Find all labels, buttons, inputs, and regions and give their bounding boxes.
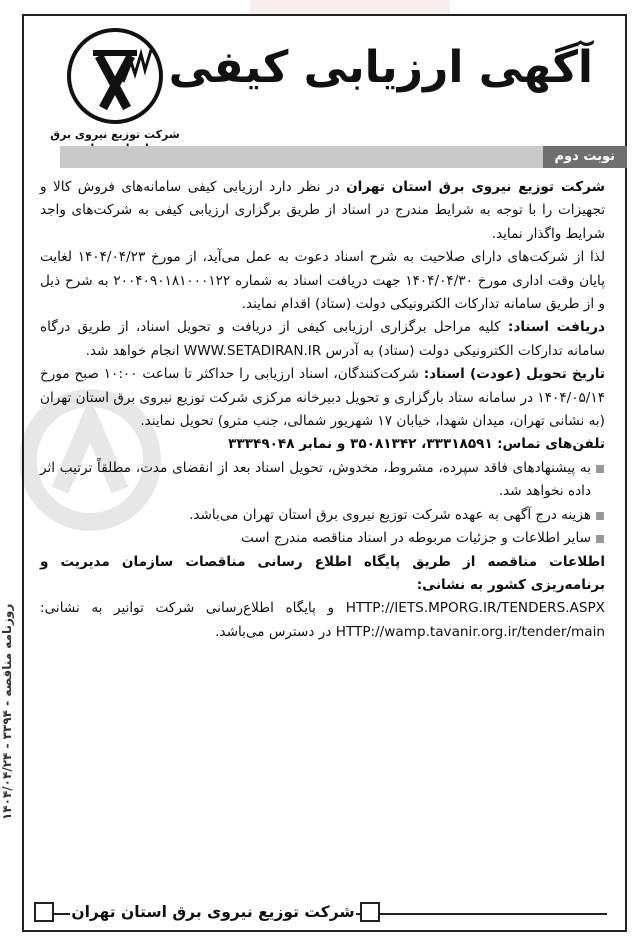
delivery-text: شرکت‌کنندگان، اسناد ارزیابی را حداکثر تا ساعت ۱۰:۰۰ صبح مورخ ۱۴۰۴/۰۵/۱۴ در سامانه ستاد بارگزاری و تحویل دبیرخانه مرکزی شرکت توزیع نیروی برق استان تهران (به نشانی تهران، میدان شهدا، خیابان ۱۷ شهریور شمالی، جنب مترو) تحویل نمایند. [40, 366, 605, 430]
phones-text: ۳۳۳۱۸۵۹۱، ۳۵۰۸۱۳۴۲ و نمابر ۳۳۳۴۹۰۴۸ [228, 436, 493, 453]
setad-url-link[interactable]: WWW.SETADIRAN.IR [183, 342, 322, 359]
bullet-item: سایر اطلاعات و جزئیات مربوطه در اسناد مناقصه مندرج است [40, 527, 605, 550]
info-heading [40, 551, 605, 598]
invitation-paragraph: لذا از شرکت‌های دارای صلاحیت به شرح اسناد دعوت به عمل می‌آید، از مورخ ۱۴۰۴/۰۴/۲۳ لغایت پایان وقت اداری مورخ ۱۴۰۴/۰۴/۳۰ جهت دریافت اسناد به شماره ۲۰۰۴۰۹۰۱۸۱۰۰۰۱۲۲ به شرح ذیل و از طریق سامانه تدارکات الکترونیکی دولت (ستاد) اقدام نمایند. [40, 249, 605, 313]
info-suffix: در دسترس می‌باشد. [215, 623, 332, 640]
info-mid-text: و پایگاه اطلاع‌رسانی شرکت توانیر به نشانی: [40, 600, 335, 617]
phones-label: تلفن‌های تماس: [497, 436, 605, 453]
iets-url-link[interactable]: HTTP://IETS.MPORG.IR/TENDERS.ASPX [345, 600, 605, 617]
footer-company-name: شرکت توزیع نیروی برق استان تهران [70, 899, 356, 925]
round-bar [60, 146, 627, 168]
tavanir-url-link[interactable]: HTTP://wamp.tavanir.org.ir/tender/main [335, 623, 605, 640]
info-heading-text: اطلاعات مناقصه از طریق پایگاه اطلاع رسانی مناقصات سازمان مدیریت و برنامه‌ریزی کشور به نشانی: [40, 553, 605, 593]
newspaper-caption: روزنامه مناقصه - ۳۳۹۴ - ۱۴۰۴/۰۴/۲۴ [0, 603, 14, 820]
delivery-paragraph [40, 363, 605, 433]
company-logo [40, 26, 190, 156]
footer-square-right [360, 902, 380, 922]
documents-paragraph [40, 316, 605, 363]
intro-company-name: شرکت توزیع نیروی برق استان تهران [346, 179, 605, 195]
bullet-item: هزینه درج آگهی به عهده شرکت توزیع نیروی برق استان تهران می‌باشد. [40, 504, 605, 527]
power-tower-icon [65, 26, 165, 126]
documents-suffix: انجام خواهد شد. [85, 342, 180, 359]
info-urls-paragraph [40, 597, 605, 644]
intro-paragraph [40, 176, 605, 246]
documents-label: دریافت اسناد: [507, 319, 605, 336]
delivery-label: تاریخ تحویل (عودت) اسناد: [423, 366, 605, 383]
phones-paragraph [40, 433, 605, 456]
notice-title: آگهی ارزیابی کیفی [168, 42, 593, 93]
intro-text: در نظر دارد ارزیابی کیفی سامانه‌های فروش کالا و تجهیزات را با توجه به شرایط مندرج در اسناد از طریق برگزاری ارزیابی کیفی به شرکت‌های واجد شرایط واگذار نماید. [40, 179, 605, 242]
footer-square-left [34, 902, 54, 922]
bullet-item: به پیشنهادهای فاقد سپرده، مشروط، مخدوش، تحویل اسناد بعد از انقضای مدت، مطلقاً ترتیب اثر داده نخواهد شد. [40, 457, 605, 504]
documents-text: کلیه مراحل برگزاری ارزیابی کیفی از دریافت و تحویل اسناد، از طریق درگاه سامانه تدارکات الکترونیکی دولت (ستاد) به آدرس [40, 319, 605, 359]
logo-line-1: شرکت توزیع نیروی برق [50, 128, 180, 141]
notice-body [40, 176, 605, 644]
round-badge: نوبت دوم [543, 146, 627, 168]
